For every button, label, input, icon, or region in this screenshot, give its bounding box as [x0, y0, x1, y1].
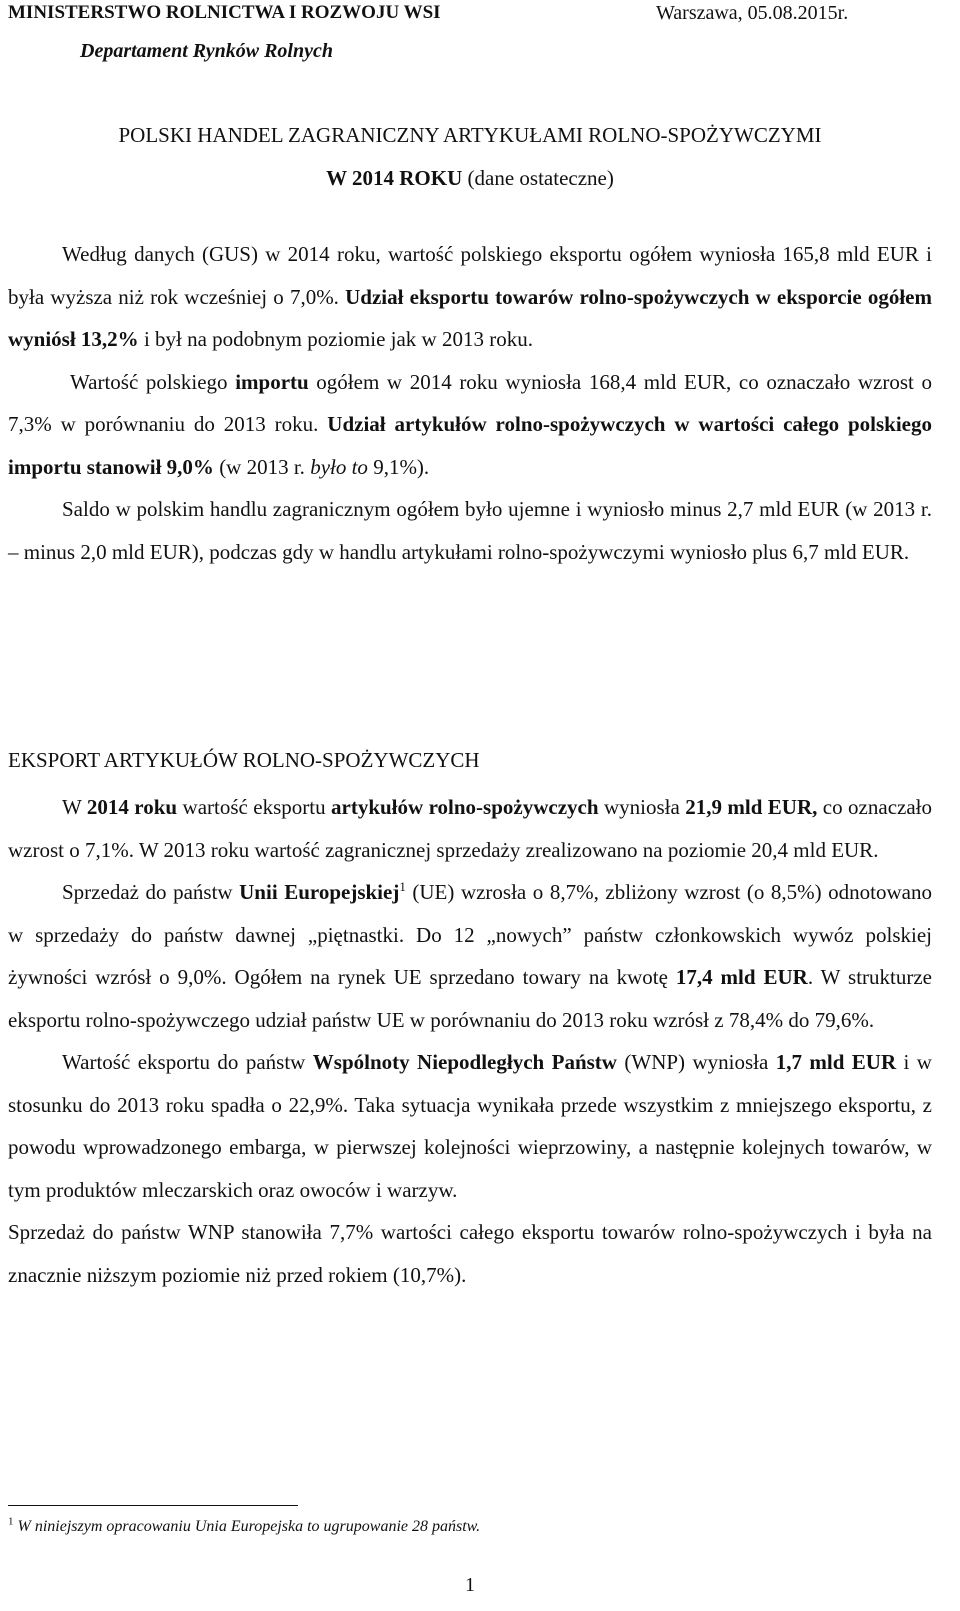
text: i w stosunku do 2013 roku spadła o 22,9%. Taka sytuacja wynikała przede wszystkim z mniejszego eksportu, z powodu wprowadzonego embarga, w pierwszej kolejności wieprzowiny, a następnie kolejnych towarów, w tym produktów mleczarskich oraz owoców i warzyw.: [8, 1050, 932, 1202]
footnote-ref: 1: [399, 879, 406, 894]
text-bold: 21,9 mld EUR,: [685, 795, 818, 819]
text: ogółem w 2014 roku wyniosła 168,4 mld EUR, co oznaczało wzrost o 7,3% w porównaniu do 2013 roku.: [8, 369, 932, 436]
paragraph-import-total: [8, 361, 932, 489]
paragraph-balance: Saldo w polskim handlu zagranicznym ogółem było ujemne i wyniosło minus 2,7 mld EUR (w 2013 r. – minus 2,0 mld EUR), podczas gdy w handlu artykułami rolno-spożywczymi wyniosło plus 6,7 mld EUR.: [8, 497, 932, 564]
text-bold: 2014 roku: [86, 795, 178, 819]
text: (w 2013 r.: [213, 454, 311, 479]
department-name: Departament Rynków Rolnych: [80, 40, 333, 62]
text-bold: Unii Europejskiej: [239, 880, 400, 904]
intro-section: [8, 233, 932, 573]
footnote-text: W niniejszym opracowaniu Unia Europejska to ugrupowanie 28 państw.: [13, 1518, 481, 1535]
text-bold: importu: [235, 369, 309, 394]
footnote-divider: [8, 1505, 298, 1506]
document-title: POLSKI HANDEL ZAGRANICZNY ARTYKUŁAMI ROLNO-SPOŻYWCZYMI: [118, 123, 822, 147]
text-bold: Wspólnoty Niepodległych Państw: [312, 1050, 617, 1074]
page-number: 1: [465, 1574, 475, 1596]
text: 9,1%).: [367, 454, 430, 479]
paragraph-export-total: [8, 233, 932, 361]
text: (WNP) wyniosła: [616, 1050, 776, 1074]
text: Wartość polskiego: [70, 369, 236, 394]
text: (UE) wzrosła o 8,7%, zbliżony wzrost (o 8,5%) odnotowano w sprzedaży do państw dawnej „piętnastki. Do 12 „nowych” państw członkowskich wywóz polskiej żywności wzrósł o 9,0%. Ogółem na rynek UE sprzedano towary na kwotę: [8, 880, 933, 989]
ministry-name: MINISTERSTWO ROLNICTWA I ROZWOJU WSI: [8, 2, 441, 23]
text: Sprzedaż do państw: [62, 880, 240, 904]
title-note: (dane ostateczne): [462, 166, 614, 190]
text: Wartość eksportu do państw: [62, 1050, 313, 1074]
text-bold: Udział artykułów rolno-spożywczych w wartości całego polskiego importu stanowił 9,0%: [8, 412, 932, 479]
document-date: Warszawa, 05.08.2015r.: [656, 2, 849, 24]
paragraph-cis-share: Sprzedaż do państw WNP stanowiła 7,7% wartości całego eksportu towarów rolno-spożywczych i była na znacznie niższym poziomie niż przed rokiem (10,7%).: [8, 1220, 932, 1287]
text: W: [62, 795, 87, 819]
text-bold: 1,7 mld EUR: [775, 1050, 897, 1074]
section-heading-export: EKSPORT ARTYKUŁÓW ROLNO-SPOŻYWCZYCH: [8, 748, 480, 772]
text: . W strukturze eksportu rolno-spożywczego udział państw UE w porównaniu do 2013 roku wzrósł z 78,4% do 79,6%.: [8, 965, 932, 1032]
export-section: [8, 786, 932, 1296]
text: wartość eksportu: [177, 795, 331, 819]
text: wyniosła: [598, 795, 686, 819]
footnote: [8, 1515, 481, 1536]
document-subtitle: [8, 166, 932, 191]
paragraph-cis-export: [8, 1041, 932, 1211]
text: Według danych (GUS) w 2014 roku, wartość polskiego eksportu ogółem wyniosła 165,8 mld EUR i była wyższa niż rok wcześniej o 7,0%.: [8, 242, 932, 309]
title-year: W 2014 ROKU: [326, 166, 463, 190]
text-bold: 17,4 mld EUR: [675, 965, 808, 989]
text-italic: było to: [310, 454, 368, 479]
text: co oznaczało wzrost o 7,1%. W 2013 roku wartość zagranicznej sprzedaży zrealizowano na poziomie 20,4 mld EUR.: [8, 795, 932, 862]
paragraph-agri-export: [8, 786, 932, 871]
text-bold: Udział eksportu towarów rolno-spożywczych w eksporcie ogółem wyniósł 13,2%: [8, 284, 932, 351]
paragraph-eu-export: [8, 871, 932, 1041]
text-bold: artykułów rolno-spożywczych: [331, 795, 599, 819]
text: i był na podobnym poziomie jak w 2013 roku.: [138, 327, 533, 351]
header: [8, 2, 932, 28]
footnote-number: 1: [8, 1515, 14, 1528]
